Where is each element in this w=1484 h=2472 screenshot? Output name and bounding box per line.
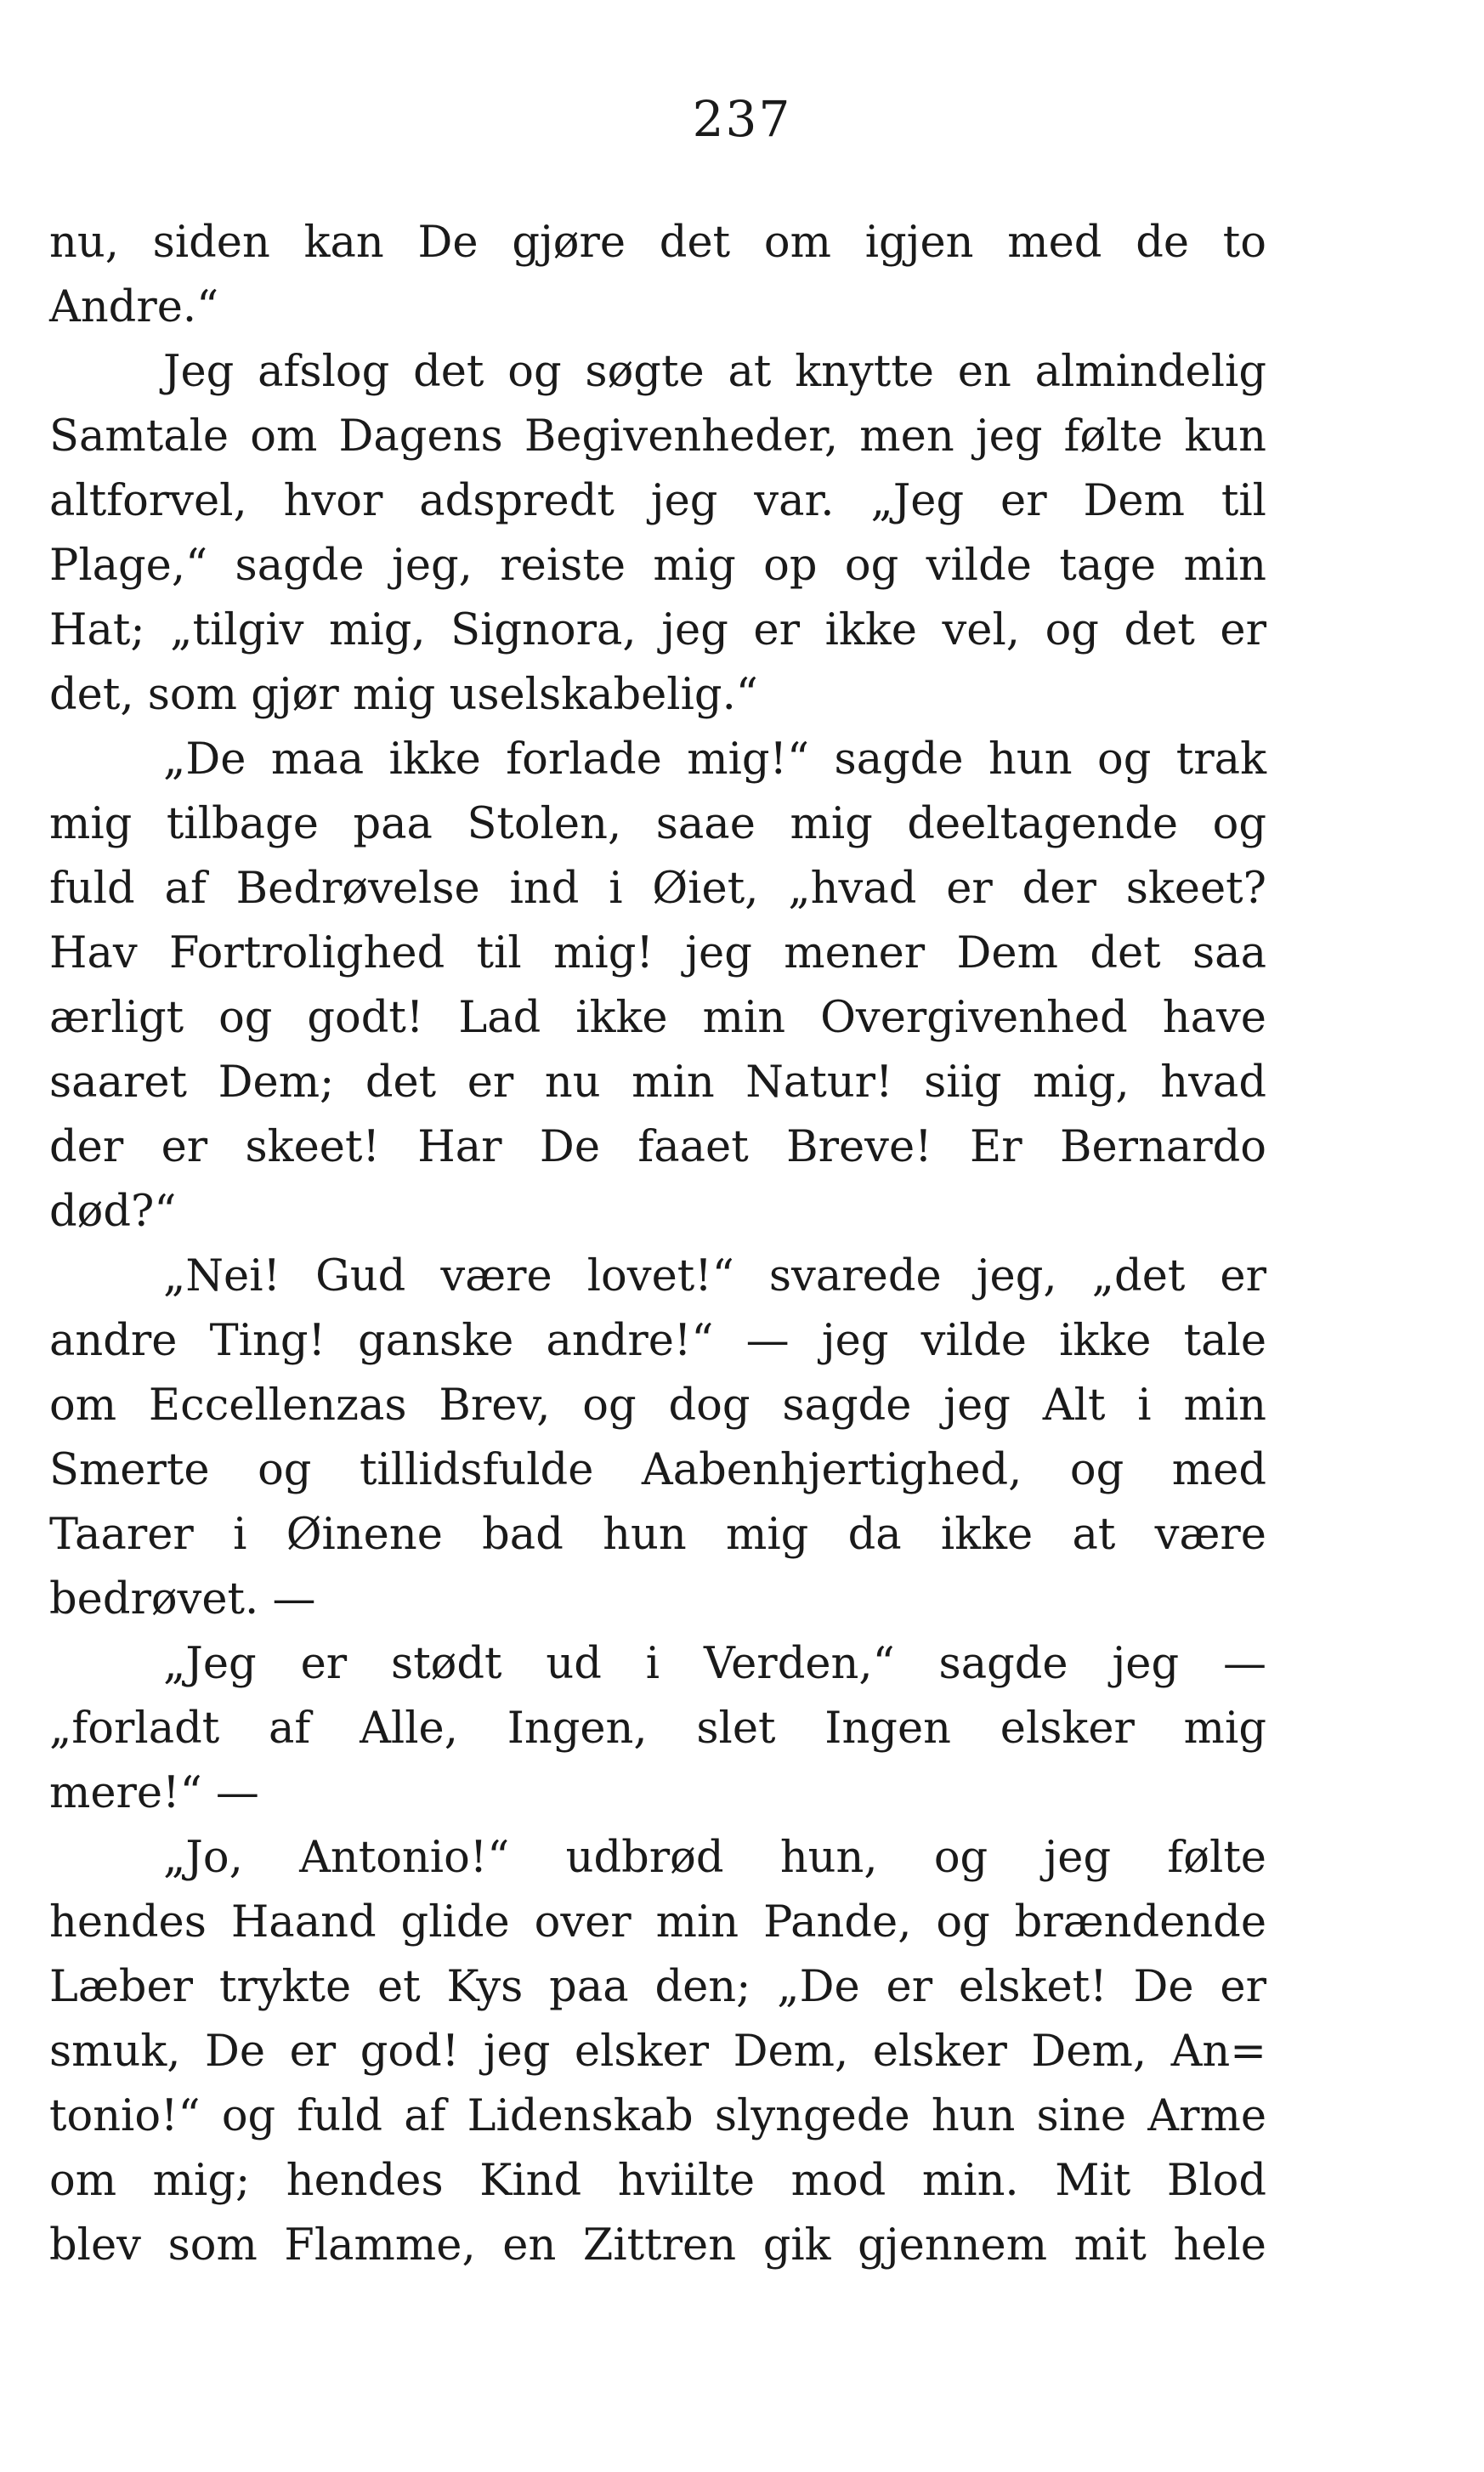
text-line: „De maa ikke forlade mig!“ sagde hun og trak [163, 734, 1266, 785]
text-line: Jeg afslog det og søgte at knytte en almindelig [163, 347, 1266, 397]
text-line: ærligt og godt! Lad ikke min Overgivenhed have [49, 993, 1266, 1043]
text-line: mig tilbage paa Stolen, saae mig deeltagende og [49, 799, 1266, 849]
text-line: tonio!“ og fuld af Lidenskab slyngede hun sine Arme [49, 2091, 1266, 2141]
text-line: altforvel, hvor adspredt jeg var. „Jeg er Dem til [49, 476, 1266, 526]
text-line: Hav Fortrolighed til mig! jeg mener Dem det saa [49, 928, 1266, 978]
text-line: andre Ting! ganske andre!“ — jeg vilde ikke tale [49, 1316, 1266, 1366]
text-line: mere!“ — [49, 1768, 259, 1818]
text-line: om mig; hendes Kind hviilte mod min. Mit Blod [49, 2156, 1266, 2206]
text-line: smuk, De er god! jeg elsker Dem, elsker Dem, An= [49, 2027, 1266, 2077]
text-line: Læber trykte et Kys paa den; „De er elsket! De er [49, 1962, 1266, 2012]
text-line: der er skeet! Har De faaet Breve! Er Bernardo [49, 1122, 1266, 1172]
text-line: hendes Haand glide over min Pande, og brændende [49, 1897, 1266, 1948]
text-line: „forladt af Alle, Ingen, slet Ingen elsker mig [49, 1704, 1266, 1754]
text-line: fuld af Bedrøvelse ind i Øiet, „hvad er der skeet? [49, 864, 1266, 914]
text-line: blev som Flamme, en Zittren gik gjennem mit hele [49, 2220, 1266, 2271]
text-line: Samtale om Dagens Begivenheder, men jeg følte kun [49, 411, 1266, 462]
body-text [49, 211, 1266, 2278]
text-line: Hat; „tilgiv mig, Signora, jeg er ikke vel, og det er [49, 605, 1266, 655]
text-line: „Jo, Antonio!“ udbrød hun, og jeg følte [163, 1833, 1266, 1883]
text-line: bedrøvet. — [49, 1574, 316, 1624]
text-line: om Eccellenzas Brev, og dog sagde jeg Alt i min [49, 1381, 1266, 1431]
text-line: det, som gjør mig uselskabelig.“ [49, 670, 758, 720]
text-line: nu, siden kan De gjøre det om igjen med de to [49, 218, 1266, 268]
text-line: Andre.“ [49, 282, 219, 332]
text-line: „Jeg er stødt ud i Verden,“ sagde jeg — [163, 1639, 1266, 1689]
text-line: saaret Dem; det er nu min Natur! siig mig, hvad [49, 1057, 1266, 1108]
text-line: Smerte og tillidsfulde Aabenhjertighed, og med [49, 1445, 1266, 1495]
text-line: død?“ [49, 1187, 177, 1237]
text-line: „Nei! Gud være lovet!“ svarede jeg, „det er [163, 1251, 1266, 1301]
text-line: Plage,“ sagde jeg, reiste mig op og vilde tage min [49, 541, 1266, 591]
page-number: 237 [692, 90, 792, 148]
text-line: Taarer i Øinene bad hun mig da ikke at være [49, 1510, 1266, 1560]
